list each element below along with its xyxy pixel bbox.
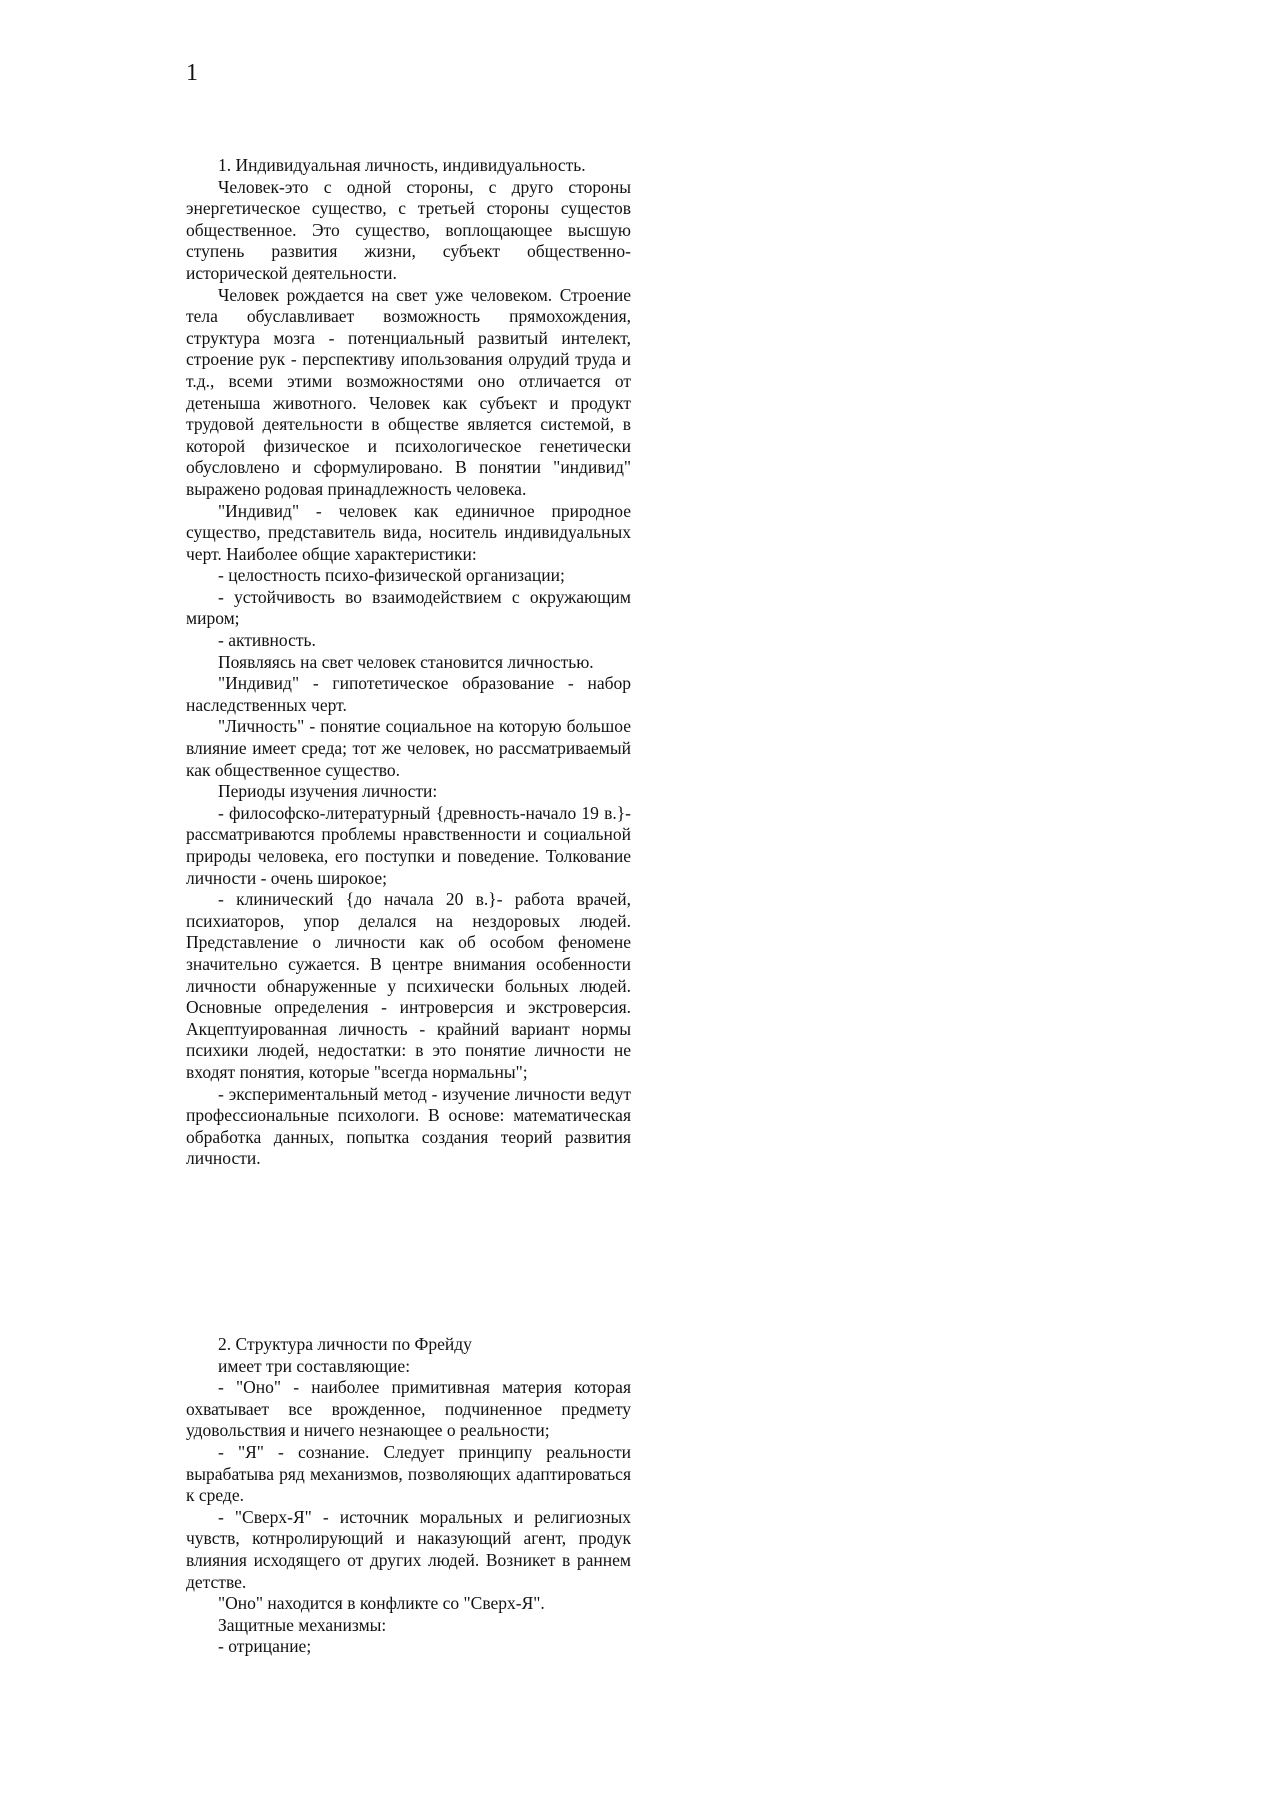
list-item: - "Я" - сознание. Следует принципу реальности вырабатыва ряд механизмов, позволяющих адаптироваться к среде. [186,1441,631,1506]
list-item: - "Сверх-Я" - источник моральных и религиозных чувств, котнролирующий и наказующий агент, продук влияния исходящего от других людей. Возникет в раннем детстве. [186,1506,631,1592]
list-item: - экспериментальный метод - изучение личности ведут профессиональные психологи. В основе: математическая обработка данных, попытка создания теорий развития личности. [186,1083,631,1169]
list-item: - клинический {до начала 20 в.}- работа врачей, психиаторов, упор делался на нездоровых людей. Представление о личности как об особом феномене значительно сужается. В центре внимания особенности личности обнаруженные у психически больных людей. Основные определения - интроверсия и экстроверсия. Акцептуированная личность - крайний вариант нормы психики людей, недостатки: в это понятие личности не входят понятия, которые "всегда нормальны"; [186,889,631,1082]
section-heading: 2. Структура личности по Фрейду [218,1334,472,1354]
paragraph: Периоды изучения личности: [218,781,438,802]
paragraph: "Оно" находится в конфликте со "Сверх-Я". [218,1593,545,1614]
paragraph: имеет три составляющие: [218,1355,411,1376]
section-individual-personality [186,155,631,1170]
paragraph: "Личность" - понятие социальное на которую большое влияние имеет среда; тот же человек, но рассматриваемый как общественное существо. [186,716,631,780]
paragraph: Человек-это с одной стороны, с друго стороны энергетическое существо, с третьей стороны сущестов общественное. Это существо, воплощающее высшую ступень развития жизни, субъект общественно-исторической деятельности. [186,176,631,283]
section-freud-structure [186,1334,631,1658]
list-item: - целостность психо-физической организации; [218,565,565,586]
list-item: - отрицание; [218,1636,312,1657]
paragraph: Человек рождается на свет уже человеком. Строение тела обуславливает возможность прямохождения, структура мозга - потенциальный развитый интелект, строение рук - перспективу ипользования олрудий труда и т.д., всеми этими возможностями оно отличается от детеныша животного. Человек как субъект и продукт трудовой деятельности в обществе является системой, в которой физическое и психологическое генетически обусловлено и сформулировано. В понятии "индивид" выражено родовая принадлежность человека. [186,284,631,499]
paragraph: "Индивид" - человек как единичное природное существо, представитель вида, носитель индивидуальных черт. Наиболее общие характеристики: [186,500,631,564]
paragraph: "Индивид" - гипотетическое образование - набор наследственных черт. [186,673,631,715]
paragraph: Появляясь на свет человек становится личностью. [218,651,594,672]
section-heading: 1. Индивидуальная личность, индивидуальность. [218,155,586,175]
paragraph: Защитные механизмы: [218,1614,387,1635]
list-item: - устойчивость во взаимодействием с окружающим миром; [186,586,631,629]
list-item: - активность. [218,630,316,651]
page-number: 1 [186,60,198,86]
list-item: - философско-литературный {древность-начало 19 в.}- рассматриваются проблемы нравственности и социальной природы человека, его поступки и поведение. Толкование личности - очень широкое; [186,802,631,888]
list-item: - "Оно" - наиболее примитивная материя которая охватывает все врожденное, подчиненное предмету удовольствия и ничего незнающее о реальности; [186,1377,631,1441]
